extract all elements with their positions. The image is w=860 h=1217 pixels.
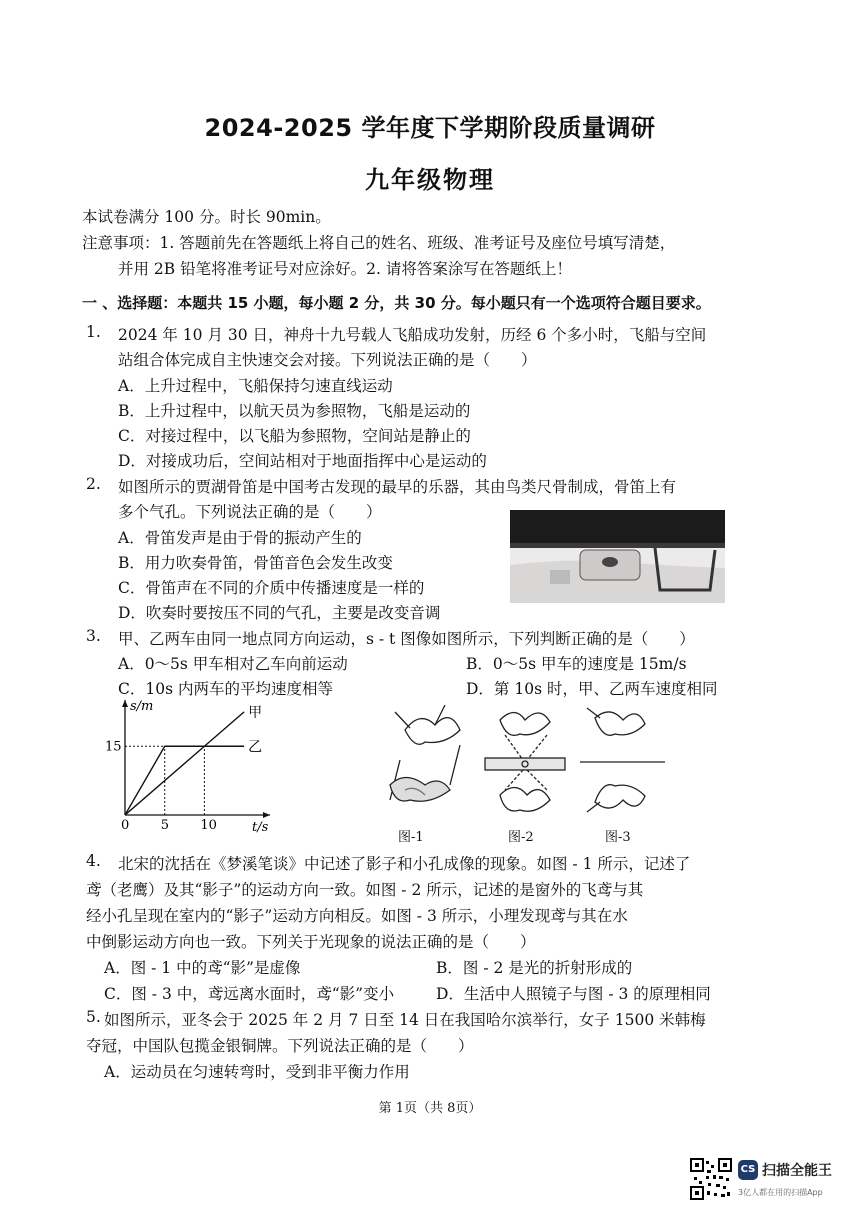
series-label-1: 乙 [248, 739, 263, 756]
figure-2-drawing [485, 713, 565, 812]
q2-option-d: D．吹奏时要按压不同的气孔，主要是改变音调 [118, 604, 441, 622]
bone-flute-photo [510, 510, 725, 603]
x-axis-label: t/s [252, 820, 269, 835]
q3-number: 3. [86, 627, 101, 645]
q4-option-b: B．图 - 2 是光的折射形成的 [436, 959, 633, 977]
q4-stem-4: 中倒影运动方向也一致。下列关于光现象的说法正确的是（ ） [86, 933, 536, 951]
q1-option-c: C．对接过程中，以飞船为参照物，空间站是静止的 [118, 427, 471, 445]
q1-option-a: A．上升过程中，飞船保持匀速直线运动 [118, 377, 393, 395]
x-axis-arrow [263, 812, 270, 818]
q3-option-c: C．10s 内两车的平均速度相等 [118, 680, 333, 698]
scanner-logo-icon: CS [738, 1160, 758, 1180]
exam-title: 2024-2025 学年度下学期阶段质量调研 [204, 114, 656, 142]
kite-figures [375, 700, 675, 845]
page-footer: 第 1页（共 8页） [378, 1101, 482, 1116]
q2-stem-1: 如图所示的贾湖骨笛是中国考古发现的最早的乐器，其由鸟类尺骨制成，骨笛上有 [118, 478, 677, 496]
q3-option-a: A．0～5s 甲车相对乙车向前运动 [118, 655, 348, 673]
q5-stem-1: 如图所示，亚冬会于 2025 年 2 月 7 日至 14 日在我国哈尔滨举行，女子 1500 米韩梅 [104, 1011, 706, 1029]
series-line-0 [125, 712, 244, 815]
q1-option-d: D．对接成功后，空间站相对于地面指挥中心是运动的 [118, 452, 487, 470]
figure-1-drawing [390, 705, 460, 801]
q3-option-d: D．第 10s 时，甲、乙两车速度相同 [466, 680, 718, 698]
exam-intro: 本试卷满分 100 分。时长 90min。 [82, 208, 331, 226]
q1-stem-1: 2024 年 10 月 30 日，神舟十九号载人飞船成功发射，历经 6 个多小时，飞船与空间 [118, 326, 707, 344]
figure-3-drawing [580, 708, 665, 812]
notice-line-1: 注意事项：1. 答题前先在答题纸上将自己的姓名、班级、准考证号及座位号填写清楚， [82, 234, 676, 252]
q5-number: 5. [86, 1008, 101, 1026]
notice-line-2: 并用 2B 铅笔将准考证号对应涂好。2. 请将答案涂写在答题纸上！ [118, 260, 572, 278]
q5-option-a: A．运动员在匀速转弯时，受到非平衡力作用 [104, 1063, 410, 1081]
x-tick-label: 10 [200, 818, 217, 833]
series-label-0: 甲 [248, 704, 263, 721]
x-tick-label: 5 [160, 818, 169, 833]
bone-flute-illustration [510, 510, 725, 603]
q2-stem-2: 多个气孔。下列说法正确的是（ ） [118, 503, 382, 521]
q3-stem: 甲、乙两车由同一地点同方向运动，s - t 图像如图所示，下列判断正确的是（ ） [118, 630, 695, 648]
q4-stem-3: 经小孔呈现在室内的“影子”运动方向相反。如图 - 3 所示，小理发现鸢与其在水 [86, 907, 628, 925]
q1-option-b: B．上升过程中，以航天员为参照物，飞船是运动的 [118, 402, 471, 420]
q1-number: 1. [86, 323, 101, 341]
q4-stem-2: 鸢（老鹰）及其“影子”的运动方向一致。如图 - 2 所示，记述的是窗外的飞鸢与其 [86, 881, 644, 899]
figure-1-caption: 图-1 [398, 830, 424, 845]
figure-2-caption: 图-2 [508, 830, 534, 845]
y-tick-label: 15 [105, 739, 122, 755]
qr-code-icon [690, 1158, 732, 1200]
q2-option-b: B．用力吹奏骨笛，骨笛音色会发生改变 [118, 554, 393, 572]
q4-option-a: A．图 - 1 中的鸢“影”是虚像 [104, 959, 301, 977]
exam-subtitle: 九年级物理 [365, 166, 495, 194]
st-graph [95, 700, 285, 835]
section-heading: 一 、选择题：本题共 15 小题，每小题 2 分，共 30 分。每小题只有一个选项符合题目要求。 [82, 294, 711, 312]
series-line-1 [125, 746, 244, 815]
y-axis-label: s/m [130, 700, 154, 714]
scanner-app-name: 扫描全能王 [762, 1163, 832, 1179]
scanner-tagline: 3亿人都在用的扫描App [738, 1188, 823, 1197]
q4-option-c: C．图 - 3 中，鸢远离水面时，鸢“影”变小 [104, 985, 395, 1003]
y-axis-arrow [122, 700, 128, 707]
x-tick-label: 0 [121, 818, 130, 833]
q4-stem-1: 北宋的沈括在《梦溪笔谈》中记述了影子和小孔成像的现象。如图 - 1 所示，记述了 [118, 855, 691, 873]
q2-option-c: C．骨笛声在不同的介质中传播速度是一样的 [118, 579, 425, 597]
figure-3-caption: 图-3 [605, 830, 631, 845]
q2-number: 2. [86, 475, 101, 493]
q4-number: 4. [86, 852, 101, 870]
q4-option-d: D．生活中人照镜子与图 - 3 的原理相同 [436, 985, 711, 1003]
q2-option-a: A．骨笛发声是由于骨的振动产生的 [118, 529, 362, 547]
q1-stem-2: 站组合体完成自主快速交会对接。下列说法正确的是（ ） [118, 351, 537, 369]
q5-stem-2: 夺冠，中国队包揽金银铜牌。下列说法正确的是（ ） [86, 1037, 474, 1055]
q3-option-b: B．0～5s 甲车的速度是 15m/s [466, 655, 687, 673]
